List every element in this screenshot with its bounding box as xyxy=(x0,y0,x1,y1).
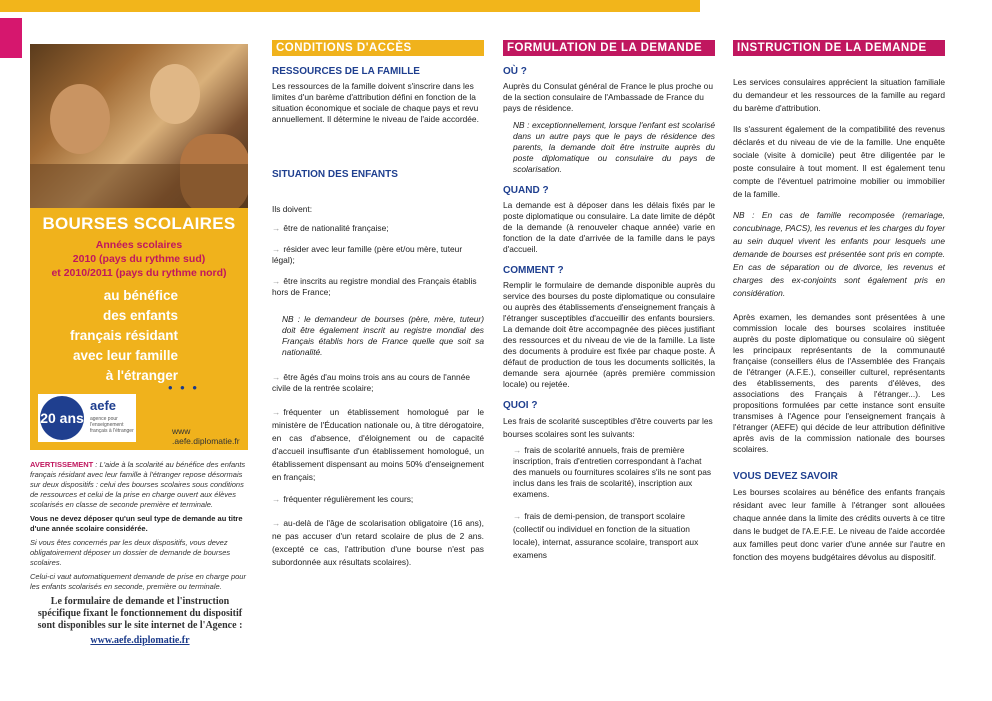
form-availability-note: Le formulaire de demande et l'instruction spécifique fixant le fonctionnement du dispositif sont disponibles sur le site internet de l'Agence : xyxy=(37,596,243,631)
condition-item: → être inscrits au registre mondial des Français établis hors de France; xyxy=(272,276,477,297)
quoi-heading: QUOI ? xyxy=(503,400,538,411)
benefit-line: des enfants xyxy=(102,308,178,323)
comment-heading: COMMENT ? xyxy=(503,265,564,276)
aefe-logo xyxy=(38,394,136,442)
formulation-header: FORMULATION DE LA DEMANDE xyxy=(503,40,715,56)
benefit-line: au bénéfice xyxy=(103,288,178,303)
anniversary-seal-icon: 20 ans xyxy=(40,396,84,440)
quand-heading: QUAND ? xyxy=(503,185,549,196)
single-request-note: Vous ne devez déposer qu'un seul type de demande au titre d'une année scolaire considérée. xyxy=(30,514,243,533)
decorative-dots: • • • xyxy=(168,380,199,395)
years-line: 2010 (pays du rythme sud) xyxy=(72,253,206,265)
cover-years xyxy=(30,238,248,280)
both-schemes-note: Si vous êtes concernés par les deux dispositifs, vous devez obligatoirement déposer un dossier de demande de bourses scolaires. xyxy=(30,538,231,567)
arrow-icon: → xyxy=(513,445,522,455)
warning-paragraph xyxy=(30,460,250,510)
quoi-text: Les frais de scolarité susceptibles d'être couverts par les bourses scolaires sont les suivants: xyxy=(503,416,713,439)
situation-heading: SITUATION DES ENFANTS xyxy=(272,169,398,180)
condition-item: → être âgés d'au moins trois ans au cours de l'année civile de la rentrée scolaire; xyxy=(272,372,471,393)
instruction-header: INSTRUCTION DE LA DEMANDE xyxy=(733,40,945,56)
agency-link[interactable]: www.aefe.diplomatie.fr xyxy=(90,635,190,646)
warning-text: : L'aide à la scolarité au bénéfice des enfants français résidant avec leur famille à l'étranger repose désormais sur deux dispositifs : celui des bourses scolaires sous conditions de ressources et celui de la prise en charge ouvert aux élèves scolarisés en classe de seconde première et terminale. xyxy=(30,460,246,509)
condition-item: → fréquenter régulièrement les cours; xyxy=(272,494,414,504)
ou-text: Auprès du Consulat général de France le plus proche ou de la section consulaire de l'Ambassade de France du pays de résidence. xyxy=(503,81,713,113)
warning-label: AVERTISSEMENT xyxy=(30,460,94,469)
formulation-column xyxy=(503,40,715,562)
benefit-line: avec leur famille xyxy=(72,348,178,363)
instruction-p2: Ils s'assurent également de la compatibilité des revenus déclarés et du niveau de vie de la famille. Une enquête sociale (visite à domicile) peut être diligentée par le poste consulaire à tout moment. Il est également tenu compte de l'éventuel patrimoine mobilier ou immobilier de la famille. xyxy=(733,124,945,199)
arrow-icon: → xyxy=(272,494,281,504)
arrow-icon: → xyxy=(272,244,281,254)
conditions-column xyxy=(272,40,484,569)
quand-text: La demande est à déposer dans les délais fixés par le poste diplomatique ou consulaire. La date limite de dépôt de la demande (à renouveler chaque année) varie en fonction de la date d'arrivée de la famille dans le pays d'accueil. xyxy=(503,200,715,254)
doivent-text: Ils doivent: xyxy=(272,204,313,214)
instruction-column xyxy=(733,40,945,564)
benefit-line: à l'étranger xyxy=(105,368,178,383)
condition-item: → être de nationalité française; xyxy=(272,223,389,233)
instruction-p1: Les services consulaires apprécient la situation familiale du demandeur et les ressources de la famille au regard du barème d'attribution. xyxy=(733,77,945,113)
ou-heading: OÙ ? xyxy=(503,66,527,77)
left-accent-bar xyxy=(0,18,22,58)
cover-benefit xyxy=(70,286,178,386)
cover-website[interactable]: www .aefe.diplomatie.fr xyxy=(172,426,240,446)
aefe-wordmark: aefe xyxy=(90,398,117,413)
benefit-line: français résidant xyxy=(69,328,178,343)
ou-nb: NB : exceptionnellement, lorsque l'enfant est scolarisé dans un autre pays que le pays de résidence des parents, la demande doit être instruite auprès du poste diplomatique ou consulaire du pays de scolarisation. xyxy=(513,120,715,174)
aefe-subtitle: agence pour l'enseignement français à l'étranger xyxy=(90,416,134,434)
warning-notes xyxy=(30,460,250,650)
cover-photo xyxy=(30,44,248,208)
cover-title: BOURSES SCOLAIRES xyxy=(42,214,236,233)
arrow-icon: → xyxy=(272,223,281,233)
instruction-p3: Après examen, les demandes sont présentées à une commission locale des bourses scolaires instituée auprès du poste diplomatique ou consulaire où siègent les principaux représentants de la communauté française (conseillers élus de l'Assemblée des Français de l'étranger (A.F.E.), conseiller culturel, représentants des établissements, des parents d'élèves, des associations des Français à l'étranger...). Les propositions formulées par cette instance sont ensuite transmises à l'Agence pour l'enseignement français à l'étranger (AEFE) qui décide de leur attribution définitive après avis de la commission nationale des bourses scolaires. xyxy=(733,312,945,454)
resources-heading: RESSOURCES DE LA FAMILLE xyxy=(272,66,420,77)
savoir-heading: VOUS DEVEZ SAVOIR xyxy=(733,471,838,482)
instruction-nb: NB : En cas de famille recomposée (remariage, concubinage, PACS), les revenus et les charges du foyer au sein duquel vivent les enfants pour lesquels une demande de bourses est présentée sont pris en compte. En cas de séparation ou de divorce, les revenus et charges des ex-conjoints sont également pris en considération. xyxy=(733,210,945,298)
condition-item: → résider avec leur famille (père et/ou mère, tuteur légal); xyxy=(272,244,463,265)
registry-nb: NB : le demandeur de bourses (père, mère, tuteur) doit être également inscrit au registre mondial des Français établis hors de France quelle que soit sa nationalité. xyxy=(282,314,484,357)
comment-text: Remplir le formulaire de demande disponible auprès du service des bourses du poste diplomatique ou consulaire ou auprès des établissements d'enseignement français à l'étranger susceptibles d'accueillir des enfants boursiers. La demande doit être accompagnée des pièces justifiant des ressources et du niveau de vie de la famille. La liste des documents à produire est fixée par chaque poste. À défaut de production de tous les documents sollicités, la demande sera ajournée (après première commission locale) ou rejetée. xyxy=(503,280,715,389)
resources-text: Les ressources de la famille doivent s'inscrire dans les limites d'un barème d'attribution défini en fonction de la situation économique et sociale de chaque pays et revu annuellement. Il détermine le niveau de l'aide accordée. xyxy=(272,81,479,124)
cost-item: → frais de scolarité annuels, frais de première inscription, frais d'entretien correspondant à l'achat des manuels ou fournitures scolaires s'ils ne sont pas inclus dans les frais de scolarité), inscription aux examens. xyxy=(513,445,712,499)
arrow-icon: → xyxy=(272,407,281,417)
arrow-icon: → xyxy=(272,372,281,382)
years-line: Années scolaires xyxy=(95,239,183,251)
cost-item: → frais de demi-pension, de transport scolaire (collectif ou individuel en fonction de la situation locale), internat, assurance scolaire, transport aux examens xyxy=(513,511,699,560)
conditions-header: CONDITIONS D'ACCÈS xyxy=(272,40,484,56)
automatic-note: Celui-ci vaut automatiquement demande de prise en charge pour les enfants scolarisés en seconde, première ou terminale. xyxy=(30,572,246,591)
savoir-text: Les bourses scolaires au bénéfice des enfants français résidant avec leur famille à l'étranger sont allouées chaque année dans la limite des crédits ouverts à ce titre dans le budget de l'A.E.F.E. Le niveau de l'aide accordée aux familles peut donc varier d'une année sur l'autre en fonction des moyens budgétaires dévolus au dispositif. xyxy=(733,487,945,562)
top-accent-bar xyxy=(0,0,700,12)
arrow-icon: → xyxy=(272,518,281,528)
condition-item: → au-delà de l'âge de scolarisation obligatoire (16 ans), ne pas accuser d'un retard scolaire de plus de 2 ans. (excepté ce cas, l'attribution d'une bourse n'est pas subordonnée aux résultats scolaires). xyxy=(272,518,484,567)
arrow-icon: → xyxy=(513,511,522,521)
condition-item: → fréquenter un établissement homologué par le ministère de l'Éducation nationale ou, à titre dérogatoire, en cas d'absence, d'éloignement ou de capacité d'accueil insuffisante d'un établissement homologué, un établissement dispensant au moins 50% d'enseignement en français; xyxy=(272,407,484,482)
years-line: et 2010/2011 (pays du rythme nord) xyxy=(51,267,227,279)
arrow-icon: → xyxy=(272,276,281,286)
cover-panel xyxy=(30,208,248,450)
